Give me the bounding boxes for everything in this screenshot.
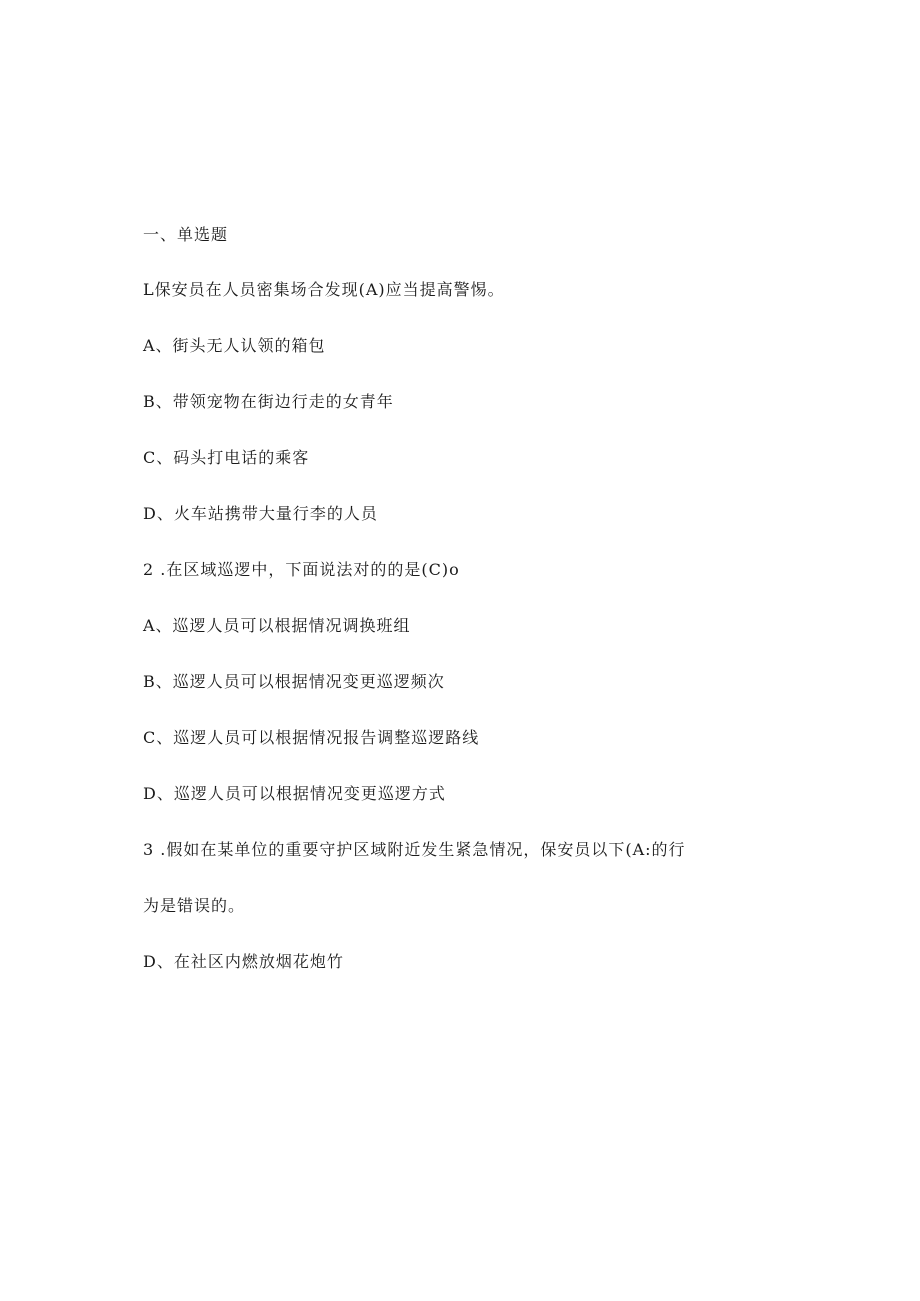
question-1-option-c: C、码头打电话的乘客 [143, 448, 310, 467]
question-3-stem-line-1: 3 .假如在某单位的重要守护区域附近发生紧急情况，保安员以下(A:的行 [143, 840, 686, 859]
question-2-option-d: D、巡逻人员可以根据情况变更巡逻方式 [143, 784, 446, 803]
question-1-stem: L保安员在人员密集场合发现(A)应当提高警惕。 [143, 280, 505, 299]
question-2-stem: 2 .在区域巡逻中，下面说法对的的是(C)o [143, 560, 460, 579]
question-3-option-d: D、在社区内燃放烟花炮竹 [143, 952, 344, 971]
question-2-option-b: B、巡逻人员可以根据情况变更巡逻频次 [143, 672, 445, 691]
question-2-option-a: A、巡逻人员可以根据情况调换班组 [143, 616, 411, 635]
section-title: 一、单选题 [143, 225, 229, 244]
question-3-stem-line-2: 为是错误的。 [143, 896, 246, 915]
question-1-option-a: A、街头无人认领的箱包 [143, 336, 326, 355]
question-1-option-b: B、带领宠物在街边行走的女青年 [143, 392, 394, 411]
question-1-option-d: D、火车站携带大量行李的人员 [143, 504, 378, 523]
question-2-option-c: C、巡逻人员可以根据情况报告调整巡逻路线 [143, 728, 480, 747]
